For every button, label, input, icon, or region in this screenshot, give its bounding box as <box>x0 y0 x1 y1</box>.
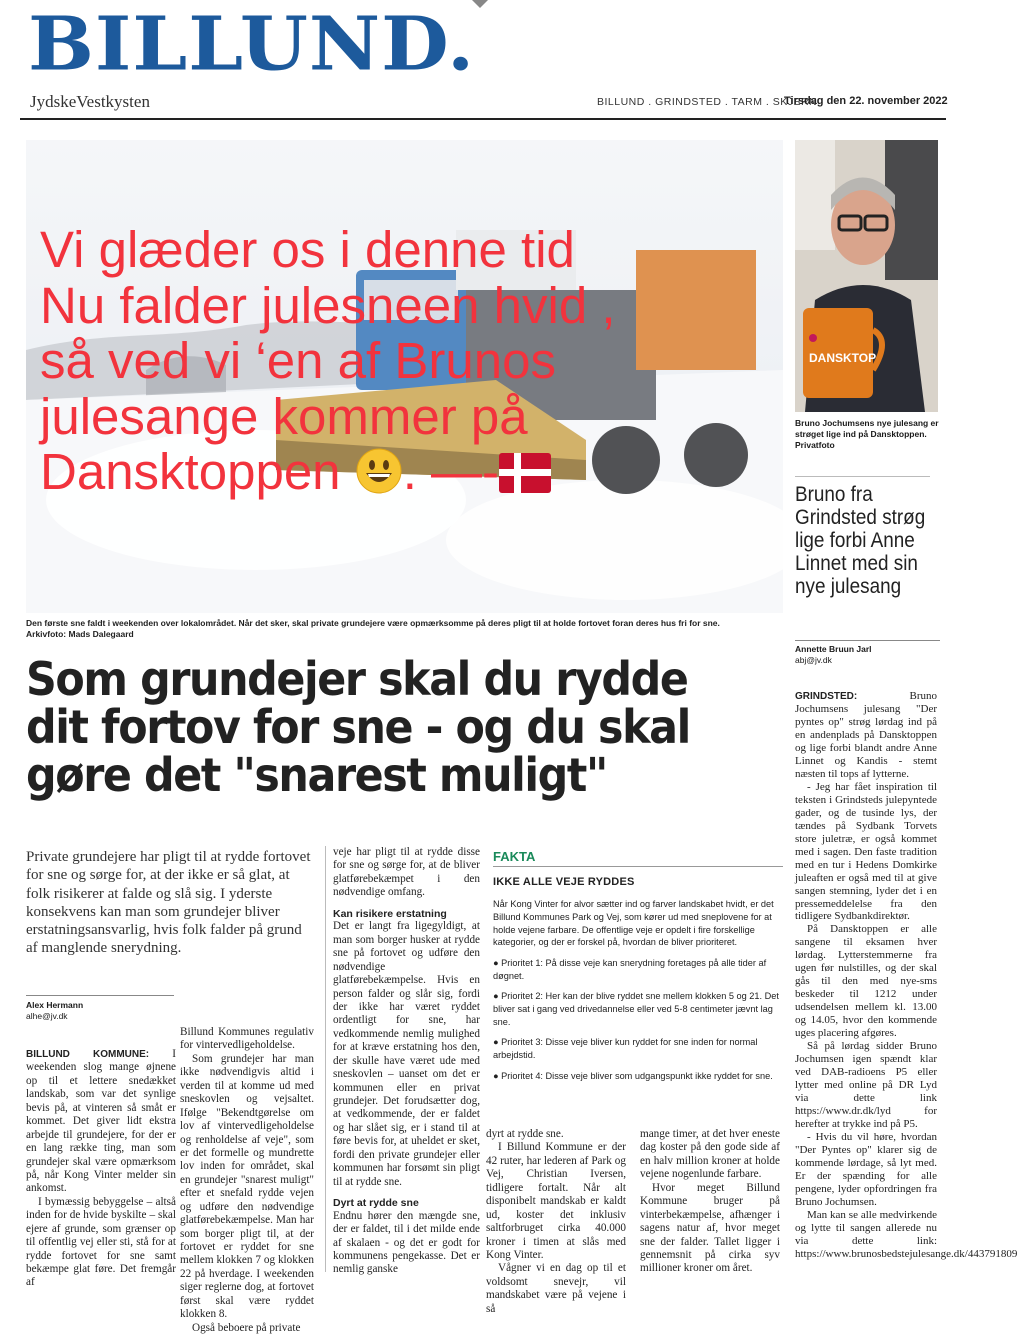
fakta-item-text: Prioritet 4: Disse veje bliver som udgangspunkt ikke ryddet for sne. <box>501 1070 773 1081</box>
column-divider <box>325 846 326 1272</box>
article-column-3 <box>333 846 480 1277</box>
overlay-line-5-tail: . —- <box>402 443 500 501</box>
col4-paragraph-2: I Billund Kommune er der 42 ruter, har lederen af Park og Vej, Christian Iversen, tidligere fortalt. Når alt disponibelt mandskab er kaldt ud, koster det inklusiv saltforbruget cirka 40.000 kroner i timen at slås med Kong Vinter. <box>486 1141 626 1261</box>
col4-paragraph-3: Vågner vi en dag op til et voldsomt snevejr, vil mandskabet være på vejene i så <box>486 1262 626 1315</box>
fakta-label: FAKTA <box>493 849 536 864</box>
col3-paragraph-3: Endnu hører den mængde sne, der er faldet, til i det milde ende af skalaen - og det er godt for kommunens pengekasse. Det er nemlig ganske <box>333 1209 480 1276</box>
author-email: alhe@jv.dk <box>26 1011 68 1022</box>
issue-date: Tirsdag den 22. november 2022 <box>784 95 948 107</box>
sidebar-paragraph-1: Bruno Jochumsens julesang "Der pyntes op" strøg lørdag ind på en andenplads på Dansktoppen og lige forbi blandt andre Anne Linnet og Kandis - stemt næsten til tops af lytterne. <box>795 690 937 780</box>
sidebar-author-email: abj@jv.dk <box>795 655 832 666</box>
col3-paragraph-2: Det er langt fra ligegyldigt, at man som borger husker at rydde sne på fortovet og udføre den nødvendige glatførebekæmpelse. Hvis en person falder og slår sig, fordi der ikke har været ryddet ordentligt for sne, har vedkommende nemlig mulighed for at kræve erstatning hos den, der skulle have været ude med sneskovlen – uanset om det er kommunen eller en privat grundejer. Det forudsætter dog, at vedkommende, der er faldet og har slået sig, er i stand til at føre bevis for, at uheldet er sket, fordi den private grundejer eller kommunen har forsømt sin pligt til at rydde sne. <box>333 920 480 1188</box>
subheading-erstatning: Kan risikere erstatning <box>333 907 447 920</box>
fakta-title: IKKE ALLE VEJE RYDDES <box>493 876 635 888</box>
main-photo-credit: Arkivfoto: Mads Dalegaard <box>26 629 134 640</box>
sidebar-byline <box>795 640 940 666</box>
article-column-2 <box>180 1026 314 1335</box>
fakta-box <box>493 866 783 1090</box>
col3-paragraph-1: veje har pligt til at rydde disse for sne og sørge for, at de bliver glatførebekæmpet i den nødvendige omfang. <box>333 846 480 899</box>
article-column-5 <box>640 1128 780 1276</box>
sidebar-author-name: Annette Bruun Jarl <box>795 644 872 654</box>
article-lead: Private grundejere har pligt til at rydde fortovet for sne og sørge for, at der ikke er så glat, at folk risikerer at falde og slå sig. I yderste konsekvens kan man som grundejer bliver erstatningsansvarlig, hvis folk falder på grund af manglende snerydning. <box>26 849 311 957</box>
mug-text: DANSKTOP <box>809 351 877 365</box>
main-photo-caption <box>26 618 776 641</box>
overlay-text <box>40 222 780 500</box>
article-column-1 <box>26 1048 176 1290</box>
overlay-line-4: julesange kommer på <box>40 387 528 445</box>
sidebar-paragraph-2: - Jeg har fået inspiration til teksten i Grindsteds julepyntede gader, og de tusinde lys, der tændes på Sydbank Torvets store juletræ, er også kommet med i sagen. Den faste tradition med en tur i Hedens Domkirke juleaften er også med til at give sangen stemning, lyder det i en pressemeddelelse fra den tidligere Sydbankdirektør. <box>795 780 937 923</box>
sidebar-dateline: GRINDSTED: <box>795 691 858 702</box>
fakta-intro: Når Kong Vinter for alvor sætter ind og farver landskabet hvidt, er det Billund Kommunes Park og Vej, som kører ud med sneplovene for at holde vejene farbare. De offentlige veje er opdelt i fire forskellige kategorier, og der er forskel på, hvordan de bliver prioriteret. <box>493 899 774 948</box>
sidebar-paragraph-6: Man kan se alle medvirkende og lytte til sangen allerede nu via dette link: https://www.brunosbedstejulesange.dk/443791809 <box>795 1208 1017 1260</box>
fakta-item-text: Prioritet 3: Disse veje bliver kun ryddet for sne inden for normal arbejdstid. <box>493 1037 758 1061</box>
fakta-item: ● Prioritet 2: Her kan der blive ryddet sne mellem klokken 5 og 21. Det bliver sat i gang ved drivedannelse eller ved 5-8 centimeter jævnt lag sne. <box>493 991 779 1027</box>
col2-paragraph-3: Også beboere på private <box>192 1321 301 1334</box>
overlay-line-5-text: Dansktoppen <box>40 443 341 501</box>
masthead-subtitle: JydskeVestkysten <box>30 92 150 111</box>
sidebar-article <box>795 690 1017 1261</box>
sidebar-headline: Bruno fra Grindsted strøg lige forbi Anne Linnet med sin nye julesang <box>795 476 930 598</box>
grinning-face-emoji-icon <box>355 447 403 495</box>
portrait-photo <box>795 140 938 412</box>
sidebar-paragraph-5: - Hvis du vil høre, hvordan "Der Pyntes op" klarer sig de kommende lørdage, så lyt med. Er der spænding for alle pengene, lyder opfordringen fra Bruno Jochumsen. <box>795 1130 937 1208</box>
main-photo-caption-text: Den første sne faldt i weekenden over lokalområdet. Når det sker, skal private grundejere være opmærksomme på deres pligt til at holde fortovet foran deres hus fri for sne. <box>26 618 720 628</box>
col1-paragraph-2: I bymæssig bebyggelse – altså inden for de hvide byskilte – skal ejere af grunde, som grænser op til offentlig vej eller sti, stå for at rydde fortovet for sne samt bekæmpe glat føre. Det fremgår af <box>26 1195 176 1289</box>
col5-paragraph-1: mange timer, at det hver eneste dag koster på den gode side af en halv million kroner at holde vejene nogenlunde farbare. <box>640 1128 780 1181</box>
overlay-line-5 <box>40 444 780 500</box>
article-headline: Som grundejer skal du rydde dit fortov for sne - og du skal gøre det "snarest muligt" <box>26 652 690 802</box>
col1-paragraph-1: I weekenden slog mange øjnene op til et lettere snedækket landskab, som var det synlige bevis på, at vinteren så småt er kommet. Det giver lidt ekstra arbejde til grundejere, for der er en lang række ting, man som grundejer skal være opmærksom på, når Kong Vinter melder sin ankomst. <box>26 1048 177 1195</box>
fakta-item: ● Prioritet 3: Disse veje bliver kun ryddet for sne inden for normal arbejdstid. <box>493 1037 758 1061</box>
article-column-4 <box>486 1128 626 1316</box>
col2-paragraph-2: Som grundejer har man ikke nødvendigvis altid i verden til at komme ud med sneskovlen og vejsaltet. Ifølge "Bekendtgørelse om lov af vintervedligeholdelse og renholdelse af veje", som er det formelle og mundrette lov inden for området, skal en grundejer "snarest muligt" efter et snefald rydde vejen og udføre den nødvendige glatførebekæmpelse. Man har som borger pligt til, at der fortovet er ryddet for sne mellem klokken 7 og klokken 22 på hverdage. I weekenden siger reglerne dog, at fortovet først skal være ryddet klokken 8. <box>180 1052 314 1321</box>
subheading-dyrt: Dyrt at rydde sne <box>333 1197 419 1210</box>
masthead-rule <box>20 118 946 120</box>
masthead-title: BILLUND. <box>28 1 476 88</box>
article-byline <box>26 995 174 1022</box>
overlay-line-3: så ved vi ‘en af Brunos <box>40 332 556 390</box>
fakta-item: ● Prioritet 1: På disse veje kan snerydning foretages på alle tider af døgnet. <box>493 957 767 981</box>
author-name: Alex Hermann <box>26 1000 84 1010</box>
col2-paragraph-1: Billund Kommunes regulativ for vintervedligeholdelse. <box>180 1026 314 1052</box>
col5-paragraph-2: Hvor meget Billund Kommune bruger på vinterbekæmpelse, afhænger i sagens natur af, hvor meget sne der falder. Tallet ligger i gennemsnit på cirka syv millioner kroner om året. <box>640 1181 780 1275</box>
overlay-line-1: Vi glæder os i denne tid <box>40 221 575 278</box>
fakta-item-text: Prioritet 2: Her kan der blive ryddet sne mellem klokken 5 og 21. Det bliver sat i gang ved drivedannelse eller ved 5-8 centimeter jævnt lag sne. <box>493 991 779 1027</box>
dateline: BILLUND KOMMUNE: <box>26 1049 150 1060</box>
sidebar-paragraph-4: Så på lørdag sidder Bruno Jochumsen igen spændt klar ved DAB-radioens P5 eller lytter med online på DR Lyd via dette link https://www.dr.dk/lyd for herefter at trykke ind på P5. <box>795 1040 937 1130</box>
danish-flag-icon <box>499 453 551 493</box>
overlay-line-2: Nu falder julesneen hvid , <box>40 276 616 334</box>
fakta-item-text: Prioritet 1: På disse veje kan snerydning foretages på alle tider af døgnet. <box>493 957 767 981</box>
col4-paragraph-1: dyrt at rydde sne. <box>486 1128 564 1140</box>
sidebar-paragraph-3: På Dansktoppen er alle sangene til eksamen hver lørdag. Lytterstemmerne fra ugen før nulstilles, og der skal gås til den med nye-sms beskeder til 1212 under udsendelsen mellem kl. 13.00 og 14.05, hvor den kommende uges placering afgøres. <box>795 923 937 1040</box>
portrait-illustration <box>795 140 938 412</box>
edition-list: BILLUND . GRINDSTED . TARM . SKJERN <box>597 96 818 108</box>
portrait-caption: Bruno Jochumsens nye julesang er strøget lige ind på Dansktoppen. Privatfoto <box>795 418 939 451</box>
fakta-item: ● Prioritet 4: Disse veje bliver som udgangspunkt ikke ryddet for sne. <box>493 1070 773 1081</box>
